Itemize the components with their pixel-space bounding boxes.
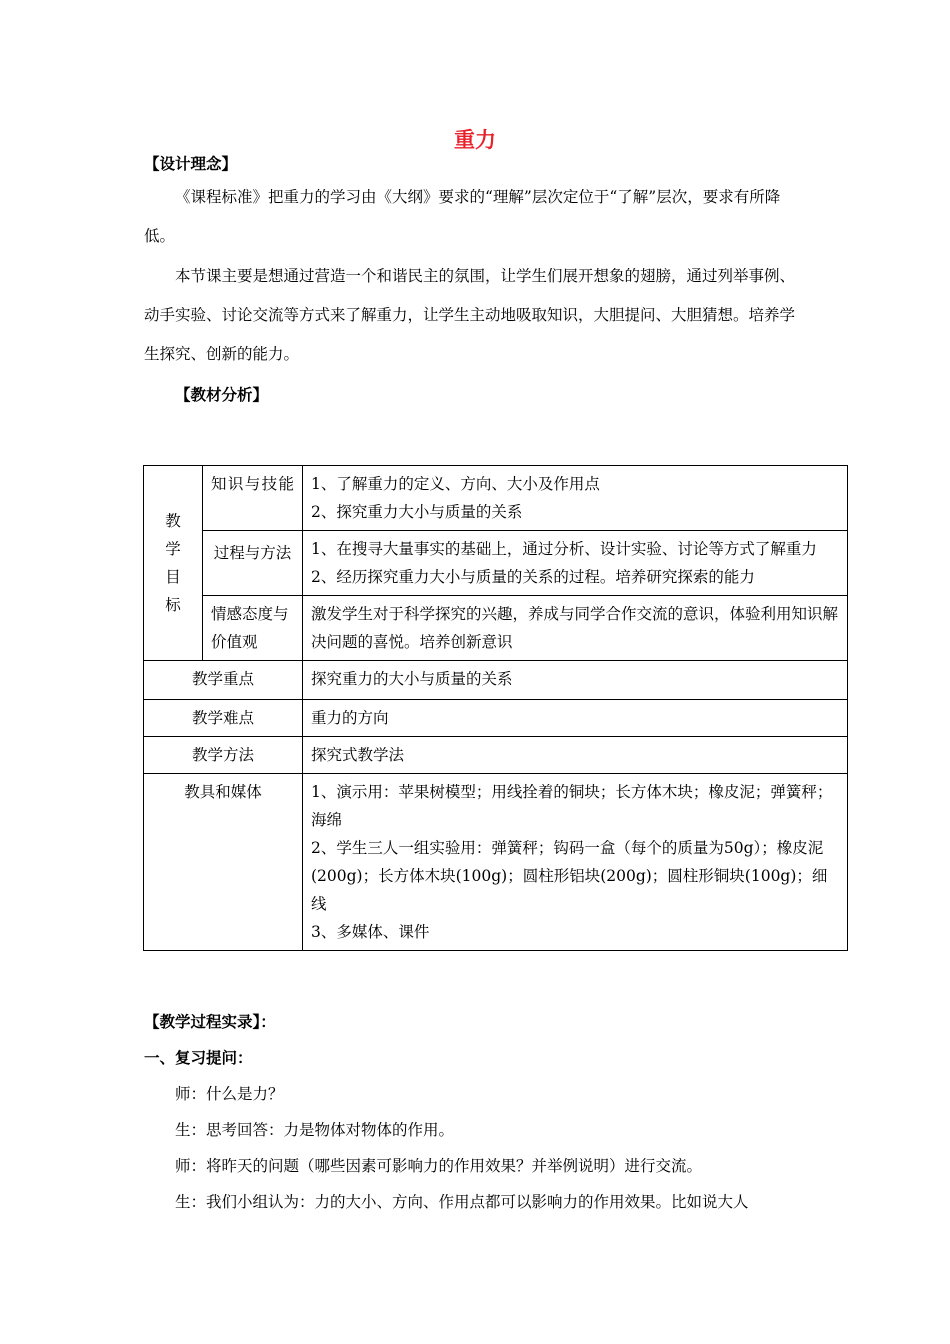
- table-row: [144, 774, 848, 951]
- tools-label: 教具和媒体: [184, 783, 262, 801]
- content-line: 激发学生对于科学探究的兴趣，养成与同学合作交流的意识，体验利用知识解决问题的喜悦。培养创新意识: [311, 605, 839, 651]
- table-row: [144, 700, 848, 737]
- process-heading: 【教学过程实录】：: [144, 1013, 276, 1031]
- design-heading: 【设计理念】: [144, 155, 238, 173]
- method-value-cell: [303, 737, 848, 774]
- hard-label-cell: [144, 700, 303, 737]
- analysis-heading: 【教材分析】: [175, 386, 269, 404]
- content-cell: [303, 466, 848, 531]
- hard-value: 重力的方向: [311, 709, 389, 727]
- tools-value-cell: [303, 774, 848, 951]
- tools-line: 3、多媒体、课件: [311, 923, 430, 941]
- table-row: [144, 596, 848, 661]
- sub-label-cell: [203, 466, 303, 531]
- table-row: [144, 466, 848, 531]
- hard-label: 教学难点: [191, 709, 254, 727]
- sub-label-cell: [203, 531, 303, 596]
- method-label-cell: [144, 737, 303, 774]
- content-line: 2、探究重力大小与质量的关系: [311, 503, 523, 521]
- content-line: 1、了解重力的定义、方向、大小及作用点: [311, 475, 600, 493]
- dialog-line: 生：我们小组认为：力的大小、方向、作用点都可以影响力的作用效果。比如说大人: [175, 1193, 749, 1211]
- table-row: [144, 661, 848, 700]
- key-value: 探究重力的大小与质量的关系: [311, 670, 513, 688]
- goal-label-cell: [144, 466, 203, 661]
- method-value: 探究式教学法: [311, 746, 405, 764]
- dialog-line: 生：思考回答：力是物体对物体的作用。: [175, 1121, 455, 1139]
- content-cell: [303, 596, 848, 661]
- key-value-cell: [303, 661, 848, 700]
- sub-label-cell: [203, 596, 303, 661]
- row-label: 过程与方法: [213, 544, 292, 562]
- content-cell: [303, 531, 848, 596]
- section-1-heading: 一、复习提问：: [144, 1049, 253, 1067]
- table-row: [144, 737, 848, 774]
- design-paragraph-2: 本节课主要是想通过营造一个和谐民主的氛围，让学生们展开想象的翅膀，通过列举事例、动手实验、讨论交流等方式来了解重力，让学生主动地吸取知识，大胆提问、大胆猜想。培养学生探究、创新的能力。: [144, 267, 796, 363]
- tools-line: 1、演示用：苹果树模型；用线拴着的铜块；长方体木块；橡皮泥；弹簧秤；海绵: [311, 783, 833, 829]
- tools-line: 2、学生三人一组实验用：弹簧秤；钩码一盒（每个的质量为50g）；橡皮泥(200g)；长方体木块(100g)；圆柱形铝块(200g)；圆柱形铜块(100g)；细线: [311, 839, 828, 913]
- design-paragraph-1: 《课程标准》把重力的学习由《大纲》要求的“理解”层次定位于“了解”层次，要求有所降低。: [144, 188, 781, 245]
- dialog-line: 师：将昨天的问题（哪些因素可影响力的作用效果？并举例说明）进行交流。: [175, 1157, 703, 1175]
- tools-label-cell: [144, 774, 303, 951]
- content-line: 2、经历探究重力大小与质量的关系的过程。培养研究探索的能力: [311, 568, 755, 586]
- table-row: [144, 531, 848, 596]
- content-line: 1、在搜寻大量事实的基础上，通过分析、设计实验、讨论等方式了解重力: [311, 540, 817, 558]
- key-label-cell: [144, 661, 303, 700]
- goal-label: 教学目标: [165, 512, 181, 614]
- key-label: 教学重点: [191, 670, 254, 688]
- row-label: 知识与技能: [211, 475, 294, 493]
- page-title: 重力: [454, 127, 496, 152]
- method-label: 教学方法: [191, 746, 254, 764]
- teaching-objectives-table: [143, 465, 848, 951]
- hard-value-cell: [303, 700, 848, 737]
- dialog-line: 师：什么是力？: [175, 1085, 284, 1103]
- row-label: 情感态度与价值观: [211, 605, 289, 651]
